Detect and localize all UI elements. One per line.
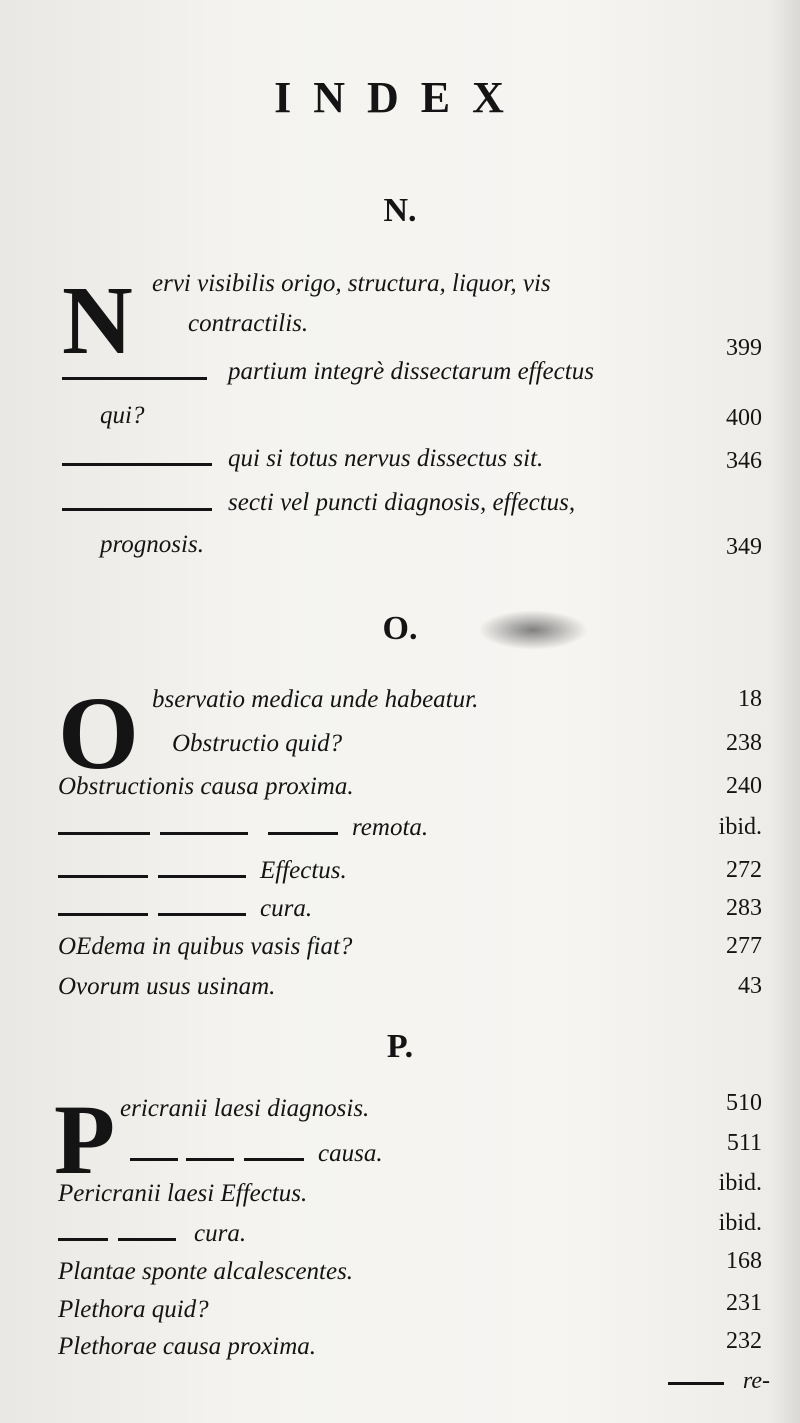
ditto-dash — [58, 913, 148, 916]
page-title: INDEX — [274, 73, 526, 122]
section-heading-p: P. — [386, 1028, 414, 1065]
ditto-dash — [58, 875, 148, 878]
index-entry-text: Obstructionis causa proxima. — [58, 773, 354, 800]
page-number: 283 — [726, 895, 762, 921]
page-number: 240 — [726, 773, 762, 799]
index-entry-text: prognosis. — [100, 531, 204, 558]
page-number: 400 — [726, 405, 762, 431]
section-heading-o: O. — [382, 610, 418, 647]
dropcap-p: P — [54, 1084, 116, 1195]
dropcap-o: O — [58, 676, 139, 791]
index-entry-text: ericranii laesi diagnosis. — [120, 1095, 370, 1122]
index-entry-text: Plethora quid? — [58, 1296, 209, 1323]
index-entry-text: Obstructio quid? — [172, 730, 343, 757]
ditto-dash — [268, 832, 338, 835]
index-entry-text: remota. — [352, 814, 429, 841]
index-entry-text: cura. — [260, 895, 313, 922]
index-entry-text: qui? — [100, 402, 145, 429]
page-number: ibid. — [718, 814, 762, 840]
page-number: 238 — [726, 730, 762, 756]
dropcap-n: N — [62, 267, 133, 375]
index-entry-text: ervi visibilis origo, structura, liquor, vis — [152, 270, 551, 297]
index-entry-text: causa. — [318, 1140, 383, 1167]
index-entry-text: secti vel puncti diagnosis, effectus, — [228, 489, 576, 516]
ditto-dash — [158, 875, 246, 878]
index-entry-text: Plethorae causa proxima. — [58, 1333, 317, 1360]
ditto-dash — [160, 832, 248, 835]
page-number: ibid. — [718, 1170, 762, 1196]
page-number: 168 — [726, 1248, 762, 1274]
page-number: 399 — [726, 335, 762, 361]
index-entry-text: Pericranii laesi Effectus. — [58, 1180, 308, 1207]
ditto-dash — [62, 377, 207, 380]
page-number: 277 — [726, 933, 762, 959]
index-entry-text: cura. — [194, 1220, 247, 1247]
page-number: 349 — [726, 534, 762, 560]
index-entry-text: qui si totus nervus dissectus sit. — [228, 445, 544, 472]
ink-smudge — [478, 610, 588, 650]
index-entry-text: OEdema in quibus vasis fiat? — [58, 933, 353, 960]
page-number: 272 — [726, 857, 762, 883]
index-entry-text: partium integrè dissectarum effectus — [228, 358, 594, 385]
index-entry-text: contractilis. — [188, 310, 309, 337]
ditto-dash — [58, 1238, 108, 1241]
index-entry-text: bservatio medica unde habeatur. — [152, 686, 479, 713]
ditto-dash — [186, 1158, 234, 1161]
page-number: 43 — [738, 973, 762, 999]
catchword-dash — [668, 1382, 724, 1385]
ditto-dash — [118, 1238, 176, 1241]
page-number: 511 — [726, 1130, 762, 1156]
ditto-dash — [130, 1158, 178, 1161]
ditto-dash — [158, 913, 246, 916]
page-number: 346 — [726, 448, 762, 474]
page-number: ibid. — [718, 1210, 762, 1236]
ditto-dash — [244, 1158, 304, 1161]
index-entry-text: Plantae sponte alcalescentes. — [58, 1258, 354, 1285]
ditto-dash — [58, 832, 150, 835]
page-number: 18 — [738, 686, 762, 712]
ditto-dash — [62, 463, 212, 466]
page-number: 510 — [726, 1090, 762, 1116]
catchword: re- — [742, 1368, 770, 1394]
index-entry-text: Effectus. — [260, 857, 347, 884]
page-number: 231 — [726, 1290, 762, 1316]
section-heading-n: N. — [383, 192, 417, 229]
index-entry-text: Ovorum usus usinam. — [58, 973, 276, 1000]
page-number: 232 — [726, 1328, 762, 1354]
ditto-dash — [62, 508, 212, 511]
